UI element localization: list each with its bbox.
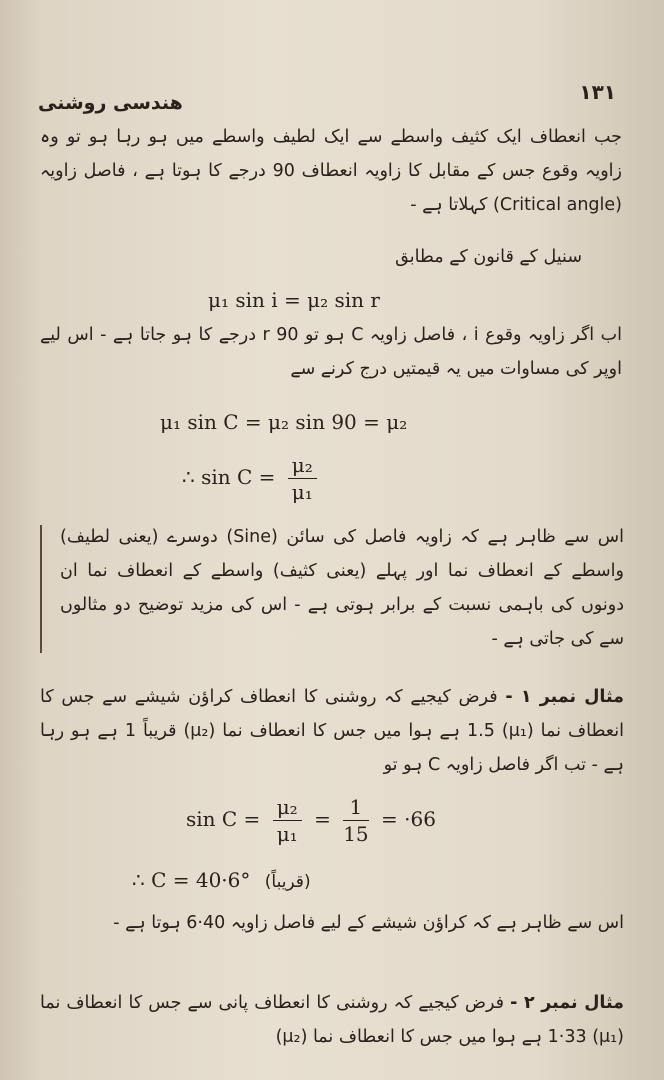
page-number: ۱۳۱ <box>579 80 616 104</box>
paragraph-critical-angle: جب انعطاف ایک کثیف واسطے سے ایک لطیف واسطے میں ہو رہا ہو تو وہ زاویہ وقوع جس کے مقابل کا زاویہ انعطاف 90 درجے کا ہوتا ہے ، فاصل زاویہ (Critical angle) کہلاتا ہے - <box>40 127 622 215</box>
example-1-label: مثال نمبر ۱ - <box>505 687 624 707</box>
equation-sin-90: μ₁ sin C = μ₂ sin 90 = μ₂ <box>160 410 408 434</box>
fraction-numerator: μ₂ <box>273 794 302 821</box>
example-2-text <box>40 986 624 1054</box>
equation-example-1 <box>186 794 436 847</box>
example-1-text <box>40 680 624 782</box>
example-2-label: مثال نمبر ۲ - <box>510 993 624 1013</box>
fraction-denominator: 15 <box>343 822 369 846</box>
eq-ex1-prefix: sin C = <box>186 807 261 831</box>
fraction-numerator: 1 <box>343 794 368 821</box>
example-1-body: فرض کیجیے کہ روشنی کا انعطاف کراؤن شیشے سے جس کا انعطاف نما (μ₁) 1.5 ہے ہوا میں جس کا انعطاف نما (μ₂) قریباً 1 ہے ہو رہا ہے - تب اگر فاصل زاویہ C ہو تو <box>40 687 624 775</box>
approx-label: (قریباً) <box>264 872 311 892</box>
fraction-denominator: μ₁ <box>276 822 298 846</box>
eq-c-value: ∴ C = 40·6° <box>132 868 251 892</box>
fraction-mu2-mu1 <box>288 452 317 505</box>
margin-marking <box>40 525 42 653</box>
paragraph-sine-ratio: اس سے ظاہر ہے کہ زاویہ فاصل کی سائن (Sine) دوسرے (یعنی لطیف) واسطے کے انعطاف نما اور پہلے (یعنی کثیف) واسطے کے انعطاف نما ان دونوں کی باہمی نسبت کے برابر ہوتی ہے - اس کی مزید توضیح دو مثالوں سے کی جاتی ہے - <box>60 527 624 649</box>
equation-sin-c-prefix: ∴ sin C = <box>182 465 276 489</box>
snell-intro: سنیل کے قانون کے مطابق <box>395 247 582 267</box>
paragraph-substitution: اب اگر زاویہ وقوع i ، فاصل زاویہ C ہو تو r 90 درجے کا ہو جاتا ہے - اس لیے اوپر کی مساوات میں یہ قیمتیں درج کرنے سے <box>40 325 622 379</box>
fraction-denominator: μ₁ <box>291 480 313 504</box>
example-2-body: فرض کیجیے کہ روشنی کا انعطاف پانی سے جس کا انعطاف نما (μ₁) 1·33 ہے ہوا میں جس کا انعطاف نما (μ₂) <box>40 993 624 1047</box>
equation-sin-c <box>182 452 323 505</box>
running-header-title: هندسی روشنی <box>38 92 183 114</box>
eq-ex1-equals: = <box>314 807 331 831</box>
example-1-conclusion: اس سے ظاہر ہے کہ کراؤن شیشے کے لیے فاصل زاویہ 40·6 ہوتا ہے - <box>113 913 624 933</box>
eq-ex1-result: = ·66 <box>381 807 436 831</box>
equation-c-value <box>132 868 311 892</box>
fraction-numerator: μ₂ <box>288 452 317 479</box>
fraction-1-15 <box>343 794 368 847</box>
fraction-mu2-mu1-ex1 <box>273 794 302 847</box>
equation-snell: μ₁ sin i = μ₂ sin r <box>208 288 380 312</box>
